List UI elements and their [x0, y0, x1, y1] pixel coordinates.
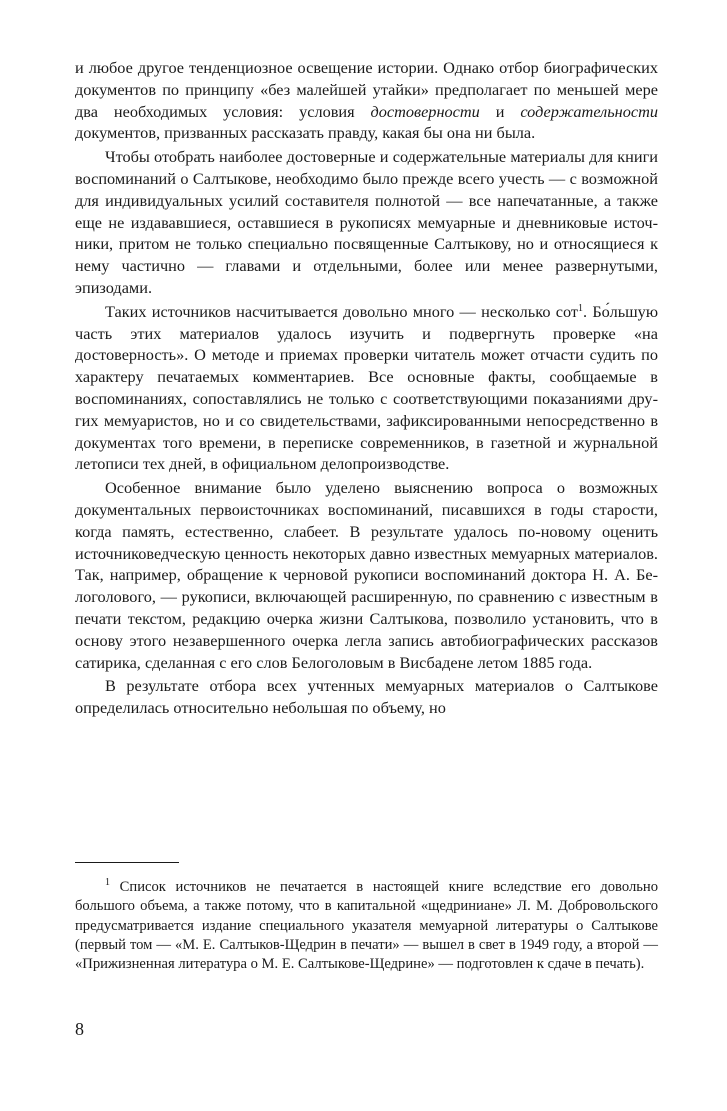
paragraph-1-part-a: и любое другое тенденциозное освещение истории. Однако отбор биографических документов по принципу «без малейшей утайки» предполагает по меньшей мере два необходимых условия: условия [75, 58, 658, 121]
footnote-marker: 1 [105, 877, 110, 888]
paragraph-3-part-b: . Бо́льшую часть этих материалов удалось изучить и подвергнуть проверке «на достоверность». О методе и приемах проверки читатель может отчасти судить по характеру печатаемых комментариев. Все основные факты, сообщаемые в воспоминаниях, сопоставлялись не только с соответствующими показаниями других мемуаристов, но и со свидетельствами, зафиксированными непосредственно в документах того времени, в переписке современников, в газетной и журнальной летописи тех дней, в официальном делопроизводстве. [75, 301, 658, 474]
paragraph-3-part-a: Таких источников насчитывается довольно много — несколько сот [105, 301, 578, 321]
paragraph-1 [75, 57, 658, 144]
paragraph-1-part-b: и [479, 101, 521, 121]
paragraph-1-part-c: документов, призванных рассказать правду, какая бы она ни была. [75, 123, 536, 143]
main-text [75, 57, 658, 719]
footnote [75, 878, 658, 974]
page-number: 8 [75, 1019, 84, 1039]
paragraph-5: В результате отбора всех учтенных мемуарных материалов о Салтыкове определилась относительно небольшая по объему, но [75, 676, 658, 718]
emphasis-dostovernosti: достоверности [370, 101, 480, 121]
paragraph-2: Чтобы отобрать наиболее достоверные и содержательные материалы для книги воспоминаний о Салтыкове, необходимо было прежде всего учесть — с возможной для индивидуальных усилий составителя полнотой — все напечатанные, а также еще не издававшиеся, оставшиеся в рукописях мемуарные и дневниковые источники, притом не только специально посвященные Салтыкову, но и относящиеся к нему частично — главами и отдельными, более или менее развернутыми, эпизодами. [75, 147, 658, 297]
paragraph-3 [75, 301, 658, 475]
footnote-reference[interactable]: 1 [577, 302, 583, 314]
emphasis-soderzhatelnosti: содержательности [520, 101, 658, 121]
page-body [75, 57, 658, 719]
paragraph-4: Особенное внимание было уделено выяснению вопроса о возможных документальных первоисточниках воспоминаний, писавшихся в годы старости, когда память, естественно, слабеет. В результате удалось по-новому оценить источниковедческую ценность некоторых давно известных мемуарных материалов. Так, например, обращение к черновой рукописи воспоминаний доктора Н. А. Белоголового, — рукописи, включающей расширенную, по сравнению с известным в печати текстом, редакцию очерка жизни Салтыкова, позволило установить, что в основу этого незавершенного очерка легла запись автобиографических рассказов сатирика, сделанная с его слов Белоголовым в Висбадене летом 1885 года. [75, 478, 658, 672]
footnote-text: Список источников не печатается в настоящей книге вследствие его довольно большого объема, а также потому, что в капитальной «щедриниане» Л. М. Добровольского предусматривается издание специального указателя мемуарной литературы о Салтыкове (первый том — «М. Е. Салтыков-Щедрин в печати» — вышел в свет в 1949 году, а второй — «Прижизненная литература о М. Е. Салтыкове-Щедрине» — подготовлен к сдаче в печать). [75, 879, 658, 973]
footnote-divider [75, 862, 179, 863]
